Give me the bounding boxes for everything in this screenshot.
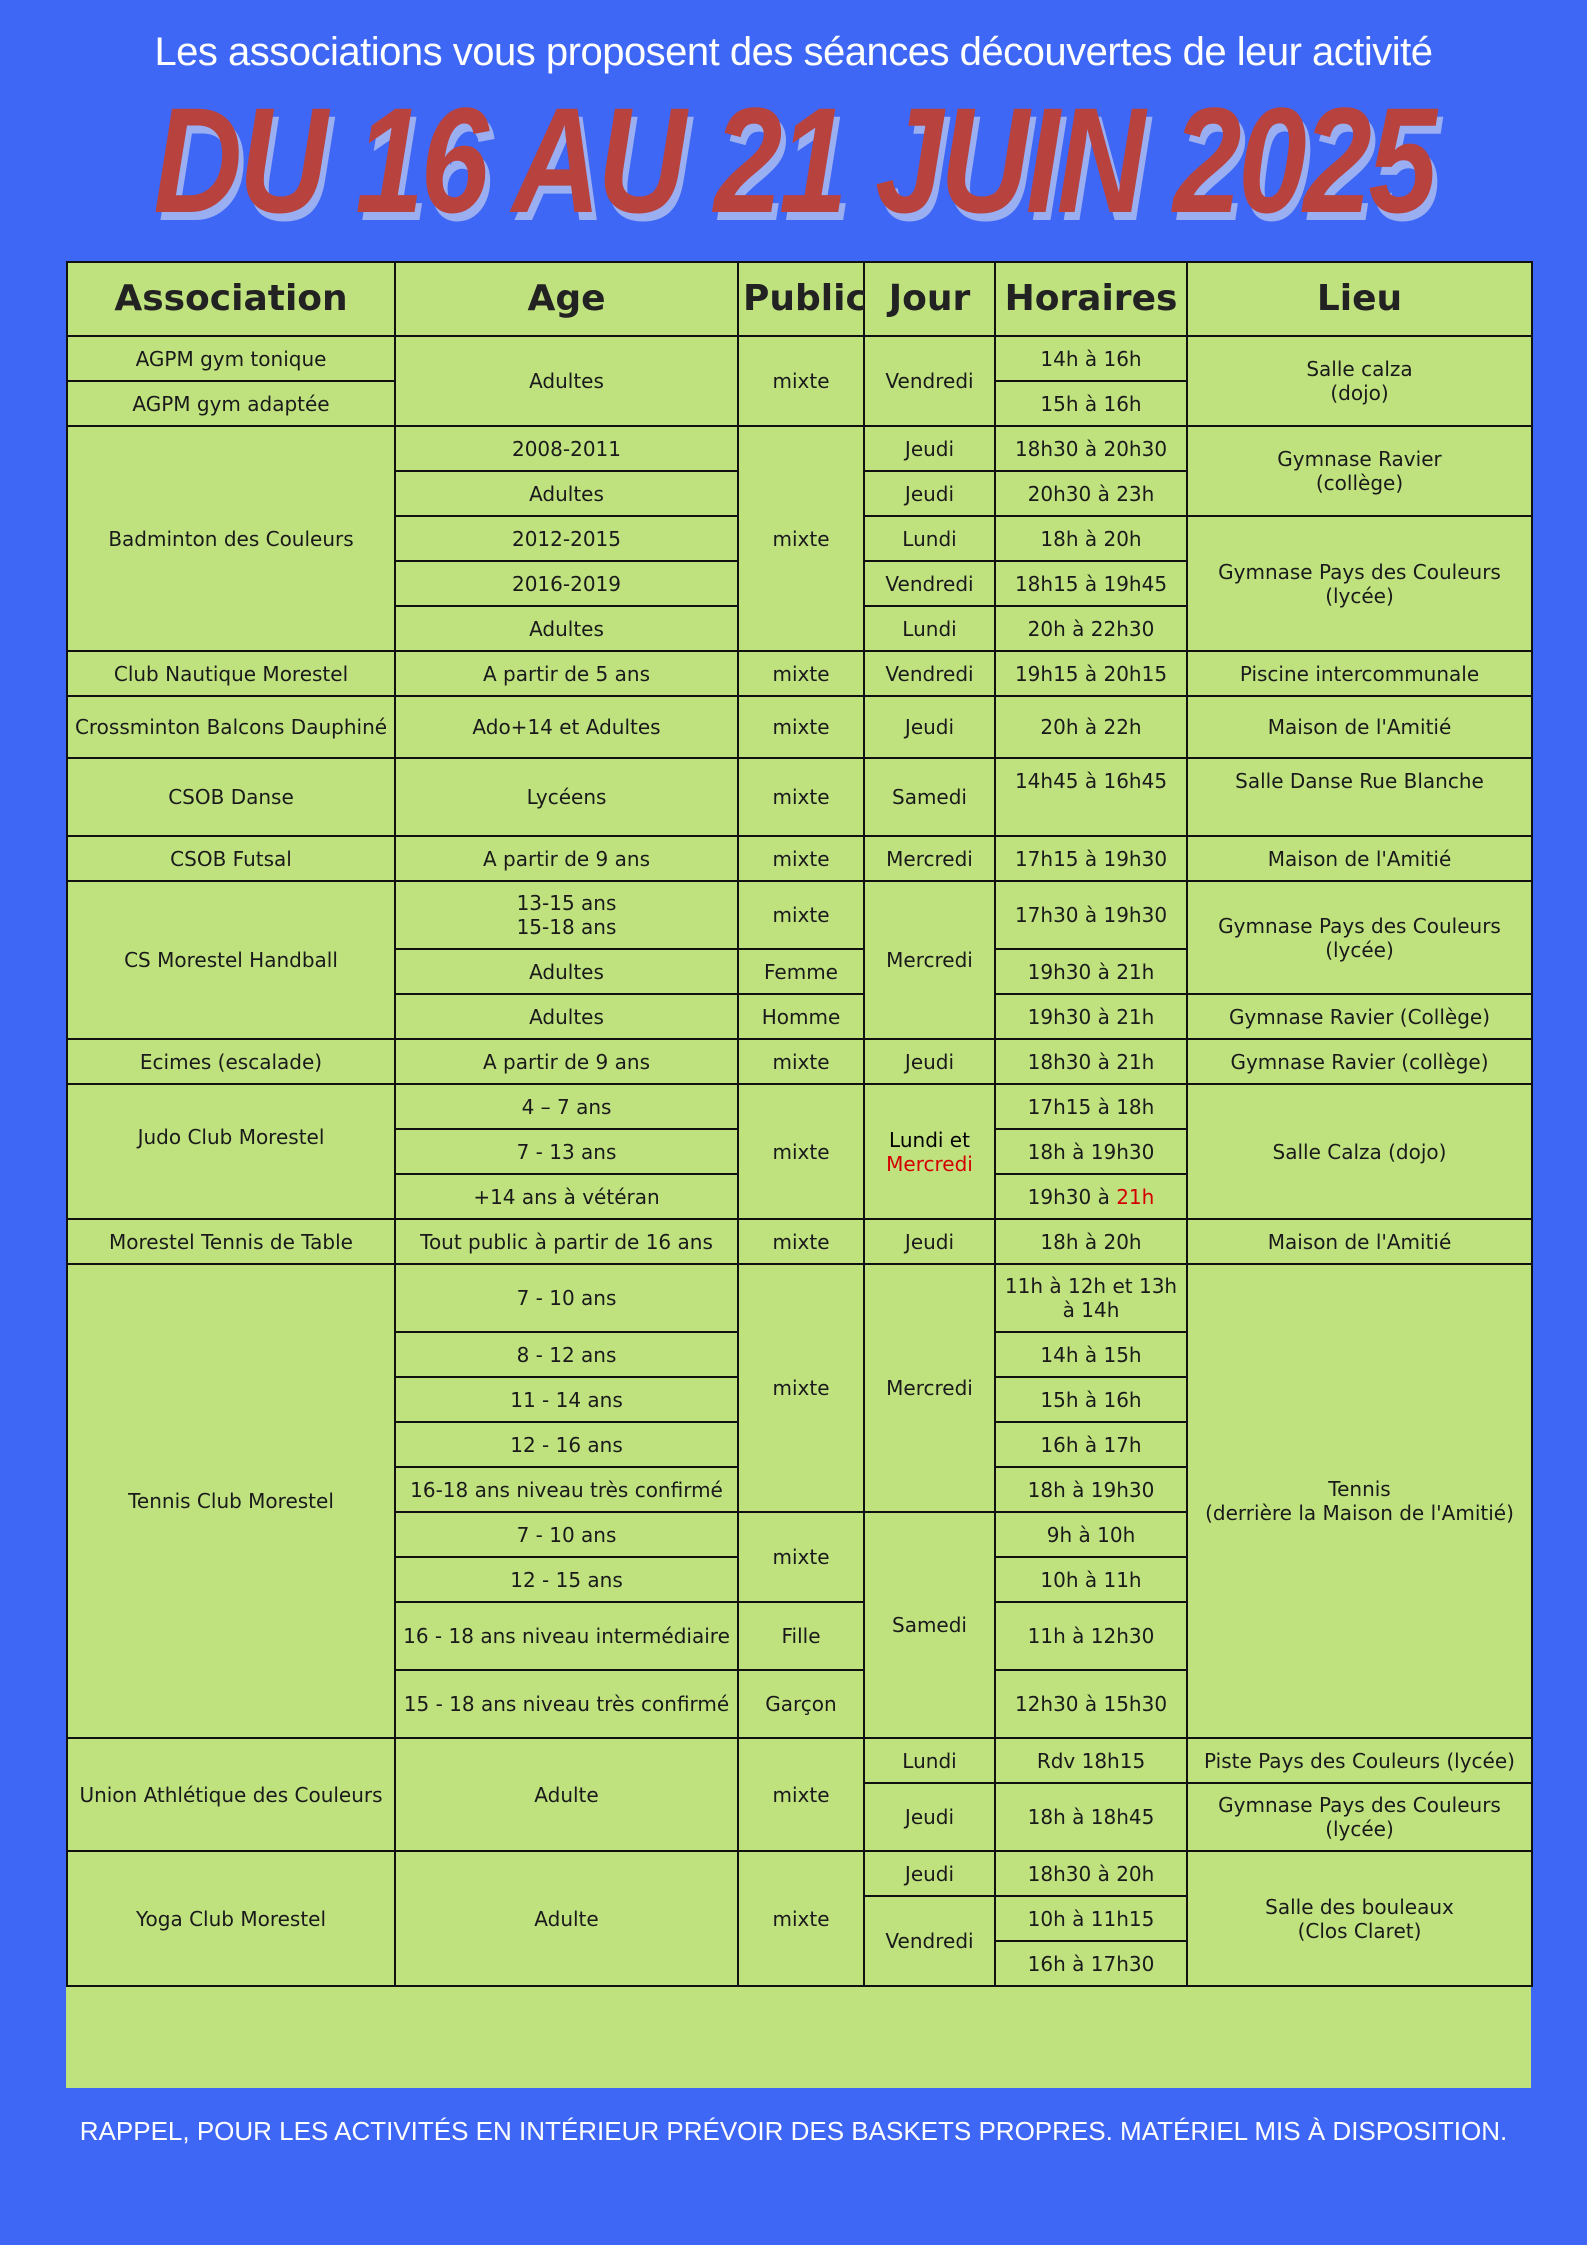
jour-cell: Mercredi — [864, 881, 995, 1039]
public-cell: mixte — [738, 651, 864, 696]
age-cell: Adultes — [395, 471, 738, 516]
age-cell: Adultes — [395, 949, 738, 994]
lieu-line: Salle des bouleaux — [1265, 1894, 1454, 1919]
horaire-cell — [995, 1174, 1187, 1219]
jour-cell: Mercredi — [864, 836, 995, 881]
jour-cell: Vendredi — [864, 336, 995, 426]
lieu-line: (lycée) — [1325, 1817, 1394, 1841]
jour-cell: Lundi — [864, 1738, 995, 1783]
jour-cell: Jeudi — [864, 1851, 995, 1896]
age-cell: 12 - 15 ans — [395, 1557, 738, 1602]
association-cell: AGPM gym tonique — [67, 336, 395, 381]
jour-cell: Jeudi — [864, 1039, 995, 1084]
table-row — [67, 426, 1532, 471]
age-cell: A partir de 9 ans — [395, 1039, 738, 1084]
header-row — [67, 262, 1532, 336]
table-row — [67, 1738, 1532, 1783]
lieu-cell: Salle Danse Rue Blanche — [1187, 758, 1532, 836]
lieu-line: Gymnase Pays des Couleurs — [1218, 1793, 1501, 1817]
horaire-cell: 11h à 12h et 13h à 14h — [995, 1264, 1187, 1332]
horaire-cell: 15h à 16h — [995, 1377, 1187, 1422]
horaire-cell: 18h à 18h45 — [995, 1783, 1187, 1851]
jour-cell: Jeudi — [864, 696, 995, 758]
lieu-line: Gymnase Pays des Couleurs — [1218, 913, 1501, 938]
association-cell: CS Morestel Handball — [67, 881, 395, 1039]
horaire-cell: Rdv 18h15 — [995, 1738, 1187, 1783]
table-row — [67, 696, 1532, 758]
schedule-table — [66, 261, 1533, 1987]
public-cell: mixte — [738, 836, 864, 881]
lieu-line: Gymnase Pays des Couleurs — [1218, 559, 1501, 584]
lieu-cell: Gymnase Ravier (Collège) — [1187, 994, 1532, 1039]
horaire-cell: 18h à 19h30 — [995, 1467, 1187, 1512]
jour-line-highlight: Mercredi — [886, 1151, 973, 1176]
jour-cell: Jeudi — [864, 1219, 995, 1264]
public-cell: mixte — [738, 758, 864, 836]
lieu-cell: Maison de l'Amitié — [1187, 836, 1532, 881]
horaire-cell: 10h à 11h — [995, 1557, 1187, 1602]
public-cell: mixte — [738, 1512, 864, 1602]
jour-cell — [864, 1084, 995, 1219]
public-cell: mixte — [738, 1738, 864, 1851]
horaire-cell: 18h30 à 20h30 — [995, 426, 1187, 471]
age-line: 13-15 ans — [516, 891, 617, 915]
horaire-cell: 18h à 19h30 — [995, 1129, 1187, 1174]
public-cell: mixte — [738, 1264, 864, 1512]
col-header-horaires: Horaires — [995, 262, 1187, 336]
lieu-line: (Clos Claret) — [1297, 1918, 1422, 1943]
lieu-cell — [1187, 1264, 1532, 1738]
table-row — [67, 758, 1532, 836]
jour-cell: Vendredi — [864, 1896, 995, 1986]
lieu-cell: Maison de l'Amitié — [1187, 696, 1532, 758]
public-cell: mixte — [738, 1851, 864, 1986]
horaire-cell: 17h30 à 19h30 — [995, 881, 1187, 949]
jour-cell: Samedi — [864, 1512, 995, 1738]
horaire-cell: 10h à 11h15 — [995, 1896, 1187, 1941]
lieu-line: (lycée) — [1325, 937, 1394, 962]
horaire-cell: 19h30 à 21h — [995, 994, 1187, 1039]
age-cell: 8 - 12 ans — [395, 1332, 738, 1377]
public-cell: Garçon — [738, 1670, 864, 1738]
age-cell: 7 - 10 ans — [395, 1264, 738, 1332]
age-cell: +14 ans à vétéran — [395, 1174, 738, 1219]
jour-cell: Jeudi — [864, 426, 995, 471]
table-row — [67, 1084, 1532, 1129]
lieu-cell — [1187, 1851, 1532, 1986]
horaire-cell: 14h à 16h — [995, 336, 1187, 381]
age-cell: 7 - 13 ans — [395, 1129, 738, 1174]
age-cell: A partir de 9 ans — [395, 836, 738, 881]
age-cell: 12 - 16 ans — [395, 1422, 738, 1467]
age-cell: Adultes — [395, 606, 738, 651]
horaire-cell: 18h à 20h — [995, 516, 1187, 561]
lieu-cell: Piste Pays des Couleurs (lycée) — [1187, 1738, 1532, 1783]
age-cell: A partir de 5 ans — [395, 651, 738, 696]
schedule-table-container — [66, 261, 1531, 2088]
lieu-cell — [1187, 426, 1532, 516]
col-header-jour: Jour — [864, 262, 995, 336]
jour-cell: Samedi — [864, 758, 995, 836]
lieu-cell: Gymnase Ravier (collège) — [1187, 1039, 1532, 1084]
jour-cell: Vendredi — [864, 561, 995, 606]
horaire-part-highlight: 21h — [1116, 1184, 1155, 1209]
public-cell: mixte — [738, 696, 864, 758]
horaire-cell: 11h à 12h30 — [995, 1602, 1187, 1670]
horaire-cell: 16h à 17h30 — [995, 1941, 1187, 1986]
public-cell: mixte — [738, 1039, 864, 1084]
col-header-age: Age — [395, 262, 738, 336]
age-cell: 7 - 10 ans — [395, 1512, 738, 1557]
table-row — [67, 651, 1532, 696]
association-cell: Badminton des Couleurs — [67, 426, 395, 651]
jour-cell: Mercredi — [864, 1264, 995, 1512]
horaire-cell: 20h30 à 23h — [995, 471, 1187, 516]
age-cell: 2008-2011 — [395, 426, 738, 471]
age-cell: 2016-2019 — [395, 561, 738, 606]
public-cell: mixte — [738, 1084, 864, 1219]
association-cell: CSOB Futsal — [67, 836, 395, 881]
jour-cell: Jeudi — [864, 471, 995, 516]
table-row — [67, 1039, 1532, 1084]
lieu-cell — [1187, 1783, 1532, 1851]
association-cell: Union Athlétique des Couleurs — [67, 1738, 395, 1851]
horaire-cell: 9h à 10h — [995, 1512, 1187, 1557]
table-row — [67, 336, 1532, 381]
age-cell: 11 - 14 ans — [395, 1377, 738, 1422]
age-line: 15-18 ans — [516, 915, 617, 939]
lieu-line: Salle calza — [1306, 357, 1413, 381]
lieu-cell — [1187, 516, 1532, 651]
public-cell: Homme — [738, 994, 864, 1039]
lieu-line: (derrière la Maison de l'Amitié) — [1205, 1501, 1514, 1525]
public-cell: mixte — [738, 426, 864, 651]
public-cell: mixte — [738, 1219, 864, 1264]
lieu-line: Tennis — [1328, 1477, 1391, 1501]
lieu-cell: Maison de l'Amitié — [1187, 1219, 1532, 1264]
lieu-line: (lycée) — [1325, 583, 1394, 608]
age-cell: Adultes — [395, 336, 738, 426]
age-cell: Tout public à partir de 16 ans — [395, 1219, 738, 1264]
lieu-cell: Salle Calza (dojo) — [1187, 1084, 1532, 1219]
age-cell — [395, 881, 738, 949]
age-cell: Adulte — [395, 1738, 738, 1851]
association-cell: CSOB Danse — [67, 758, 395, 836]
horaire-part: 19h30 à — [1027, 1184, 1117, 1209]
horaire-cell: 16h à 17h — [995, 1422, 1187, 1467]
age-cell: 16 - 18 ans niveau intermédiaire — [395, 1602, 738, 1670]
public-cell: Fille — [738, 1602, 864, 1670]
lieu-cell: Piscine intercommunale — [1187, 651, 1532, 696]
lieu-cell — [1187, 336, 1532, 426]
horaire-cell: 18h30 à 20h — [995, 1851, 1187, 1896]
col-header-association: Association — [67, 262, 395, 336]
association-cell: AGPM gym adaptée — [67, 381, 395, 426]
lieu-line: (collège) — [1315, 471, 1404, 495]
footer-reminder: RAPPEL, POUR LES ACTIVITÉS EN INTÉRIEUR PRÉVOIR DES BASKETS PROPRES. MATÉRIEL MIS À DISPOSITION. — [79, 2116, 1508, 2146]
horaire-cell: 12h30 à 15h30 — [995, 1670, 1187, 1738]
horaire-cell: 19h30 à 21h — [995, 949, 1187, 994]
col-header-public: Public — [738, 262, 864, 336]
horaire-cell: 20h à 22h30 — [995, 606, 1187, 651]
horaire-cell: 14h à 15h — [995, 1332, 1187, 1377]
horaire-cell: 18h à 20h — [995, 1219, 1187, 1264]
association-cell: Ecimes (escalade) — [67, 1039, 395, 1084]
table-row — [67, 881, 1532, 949]
association-cell: Judo Club Morestel — [67, 1084, 395, 1219]
horaire-cell: 19h15 à 20h15 — [995, 651, 1187, 696]
age-cell: Adultes — [395, 994, 738, 1039]
age-cell: 16-18 ans niveau très confirmé — [395, 1467, 738, 1512]
table-row — [67, 1219, 1532, 1264]
table-row — [67, 1851, 1532, 1896]
age-cell: Lycéens — [395, 758, 738, 836]
horaire-cell: 17h15 à 18h — [995, 1084, 1187, 1129]
jour-cell: Jeudi — [864, 1783, 995, 1851]
association-cell: Yoga Club Morestel — [67, 1851, 395, 1986]
association-cell: Morestel Tennis de Table — [67, 1219, 395, 1264]
age-cell: 15 - 18 ans niveau très confirmé — [395, 1670, 738, 1738]
event-dates-title: DU 16 AU 21 JUIN 2025 — [153, 76, 1434, 244]
subtitle: Les associations vous proposent des séances découvertes de leur activité — [154, 30, 1433, 74]
age-cell: 2012-2015 — [395, 516, 738, 561]
jour-line: Lundi et — [889, 1127, 970, 1152]
age-cell: Ado+14 et Adultes — [395, 696, 738, 758]
lieu-cell — [1187, 881, 1532, 994]
horaire-cell: 18h15 à 19h45 — [995, 561, 1187, 606]
col-header-lieu: Lieu — [1187, 262, 1532, 336]
horaire-cell: 18h30 à 21h — [995, 1039, 1187, 1084]
jour-cell: Vendredi — [864, 651, 995, 696]
horaire-cell: 20h à 22h — [995, 696, 1187, 758]
horaire-cell: 15h à 16h — [995, 381, 1187, 426]
public-cell: mixte — [738, 336, 864, 426]
public-cell: Femme — [738, 949, 864, 994]
association-cell: Club Nautique Morestel — [67, 651, 395, 696]
age-cell: Adulte — [395, 1851, 738, 1986]
jour-cell: Lundi — [864, 606, 995, 651]
public-cell: mixte — [738, 881, 864, 949]
jour-cell: Lundi — [864, 516, 995, 561]
association-cell: Crossminton Balcons Dauphiné — [67, 696, 395, 758]
horaire-cell: 14h45 à 16h45 — [995, 758, 1187, 836]
lieu-line: Gymnase Ravier — [1277, 447, 1442, 471]
association-cell: Tennis Club Morestel — [67, 1264, 395, 1738]
age-cell: 4 – 7 ans — [395, 1084, 738, 1129]
lieu-line: (dojo) — [1330, 381, 1389, 405]
table-row — [67, 1264, 1532, 1332]
table-row — [67, 836, 1532, 881]
horaire-cell: 17h15 à 19h30 — [995, 836, 1187, 881]
